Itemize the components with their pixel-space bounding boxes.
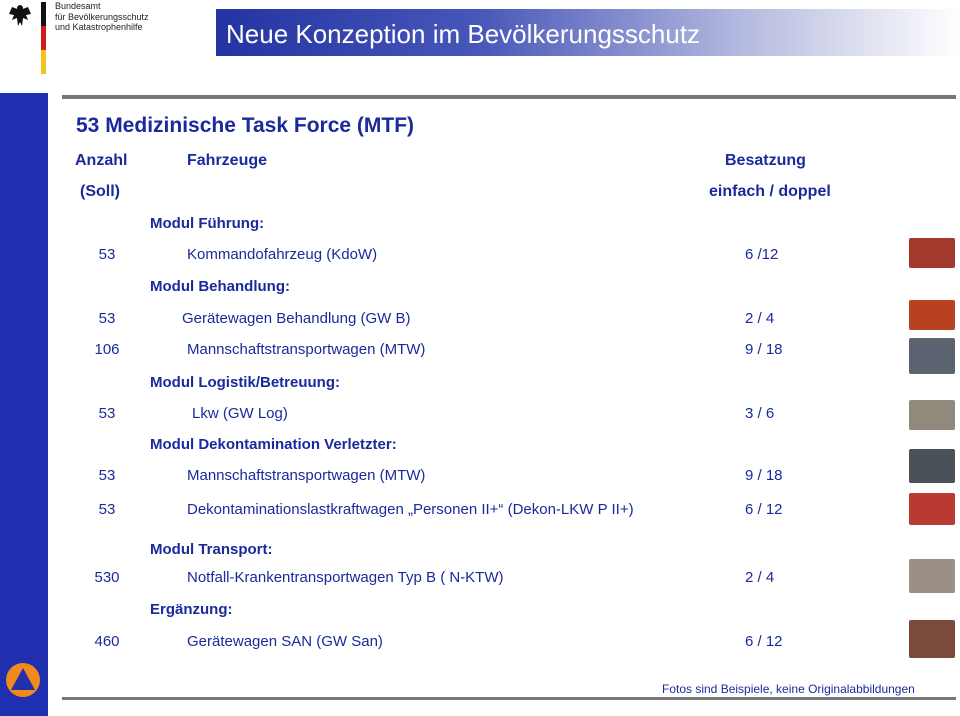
vehicle-photo [909,559,955,593]
agency-line-3: und Katastrophenhilfe [55,22,143,32]
row-crew: 6 /12 [745,246,779,263]
row-count: 53 [98,246,116,263]
row-crew: 9 / 18 [745,467,783,484]
vehicle-photo [909,300,955,330]
row-vehicle: Gerätewagen SAN (GW San) [187,633,383,650]
row-crew: 2 / 4 [745,569,775,586]
vehicle-photo [909,493,955,525]
module-heading: Modul Dekontamination Verletzter: [150,436,397,453]
vehicle-photo [909,620,955,658]
module-heading: Modul Logistik/Betreuung: [150,374,340,391]
module-heading: Modul Transport: [150,541,273,558]
row-count: 460 [94,633,120,650]
col-header-count-sub: (Soll) [80,183,120,200]
col-header-crew-sub: einfach / doppel [709,183,831,200]
row-count: 53 [98,310,116,327]
row-crew: 9 / 18 [745,341,783,358]
row-vehicle: Mannschaftstransportwagen (MTW) [187,467,426,484]
col-header-count: Anzahl [75,152,128,169]
row-vehicle: Gerätewagen Behandlung (GW B) [182,310,411,327]
row-crew: 6 / 12 [745,633,783,650]
federal-eagle-icon [6,2,34,30]
row-count: 530 [94,569,120,586]
agency-line-2: für Bevölkerungsschutz [55,11,149,22]
vehicle-photo [909,238,955,268]
row-vehicle: Dekontaminationslastkraftwagen „Personen II+“ (Dekon-LKW P II+) [187,501,634,518]
row-count: 53 [98,405,116,422]
row-vehicle: Notfall-Krankentransportwagen Typ B ( N-KTW) [187,569,504,586]
row-count: 106 [94,341,120,358]
agency-line-1: Bundesamt [55,1,101,11]
top-divider [62,95,956,99]
left-sidebar-band [0,93,48,716]
vehicle-photo [909,400,955,430]
bottom-divider [62,697,956,700]
civil-protection-logo-icon [5,662,41,698]
row-crew: 6 / 12 [745,501,783,518]
module-heading: Ergänzung: [150,601,233,618]
section-heading: 53 Medizinische Task Force (MTF) [76,114,415,137]
row-vehicle: Lkw (GW Log) [192,405,288,422]
federal-flag-stripe [41,2,46,74]
row-count: 53 [98,501,116,518]
row-vehicle: Kommandofahrzeug (KdoW) [187,246,378,263]
row-crew: 2 / 4 [745,310,775,327]
photo-disclaimer: Fotos sind Beispiele, keine Originalabbildungen [662,682,915,696]
vehicle-photo [909,449,955,483]
col-header-crew: Besatzung [725,152,806,169]
module-heading: Modul Behandlung: [150,278,290,295]
row-crew: 3 / 6 [745,405,775,422]
row-vehicle: Mannschaftstransportwagen (MTW) [187,341,426,358]
module-heading: Modul Führung: [150,215,265,232]
agency-name [55,1,195,33]
row-count: 53 [98,467,116,484]
vehicle-photo [909,338,955,374]
slide-title: Neue Konzeption im Bevölkerungsschutz [226,19,701,49]
col-header-vehicles: Fahrzeuge [187,152,268,169]
